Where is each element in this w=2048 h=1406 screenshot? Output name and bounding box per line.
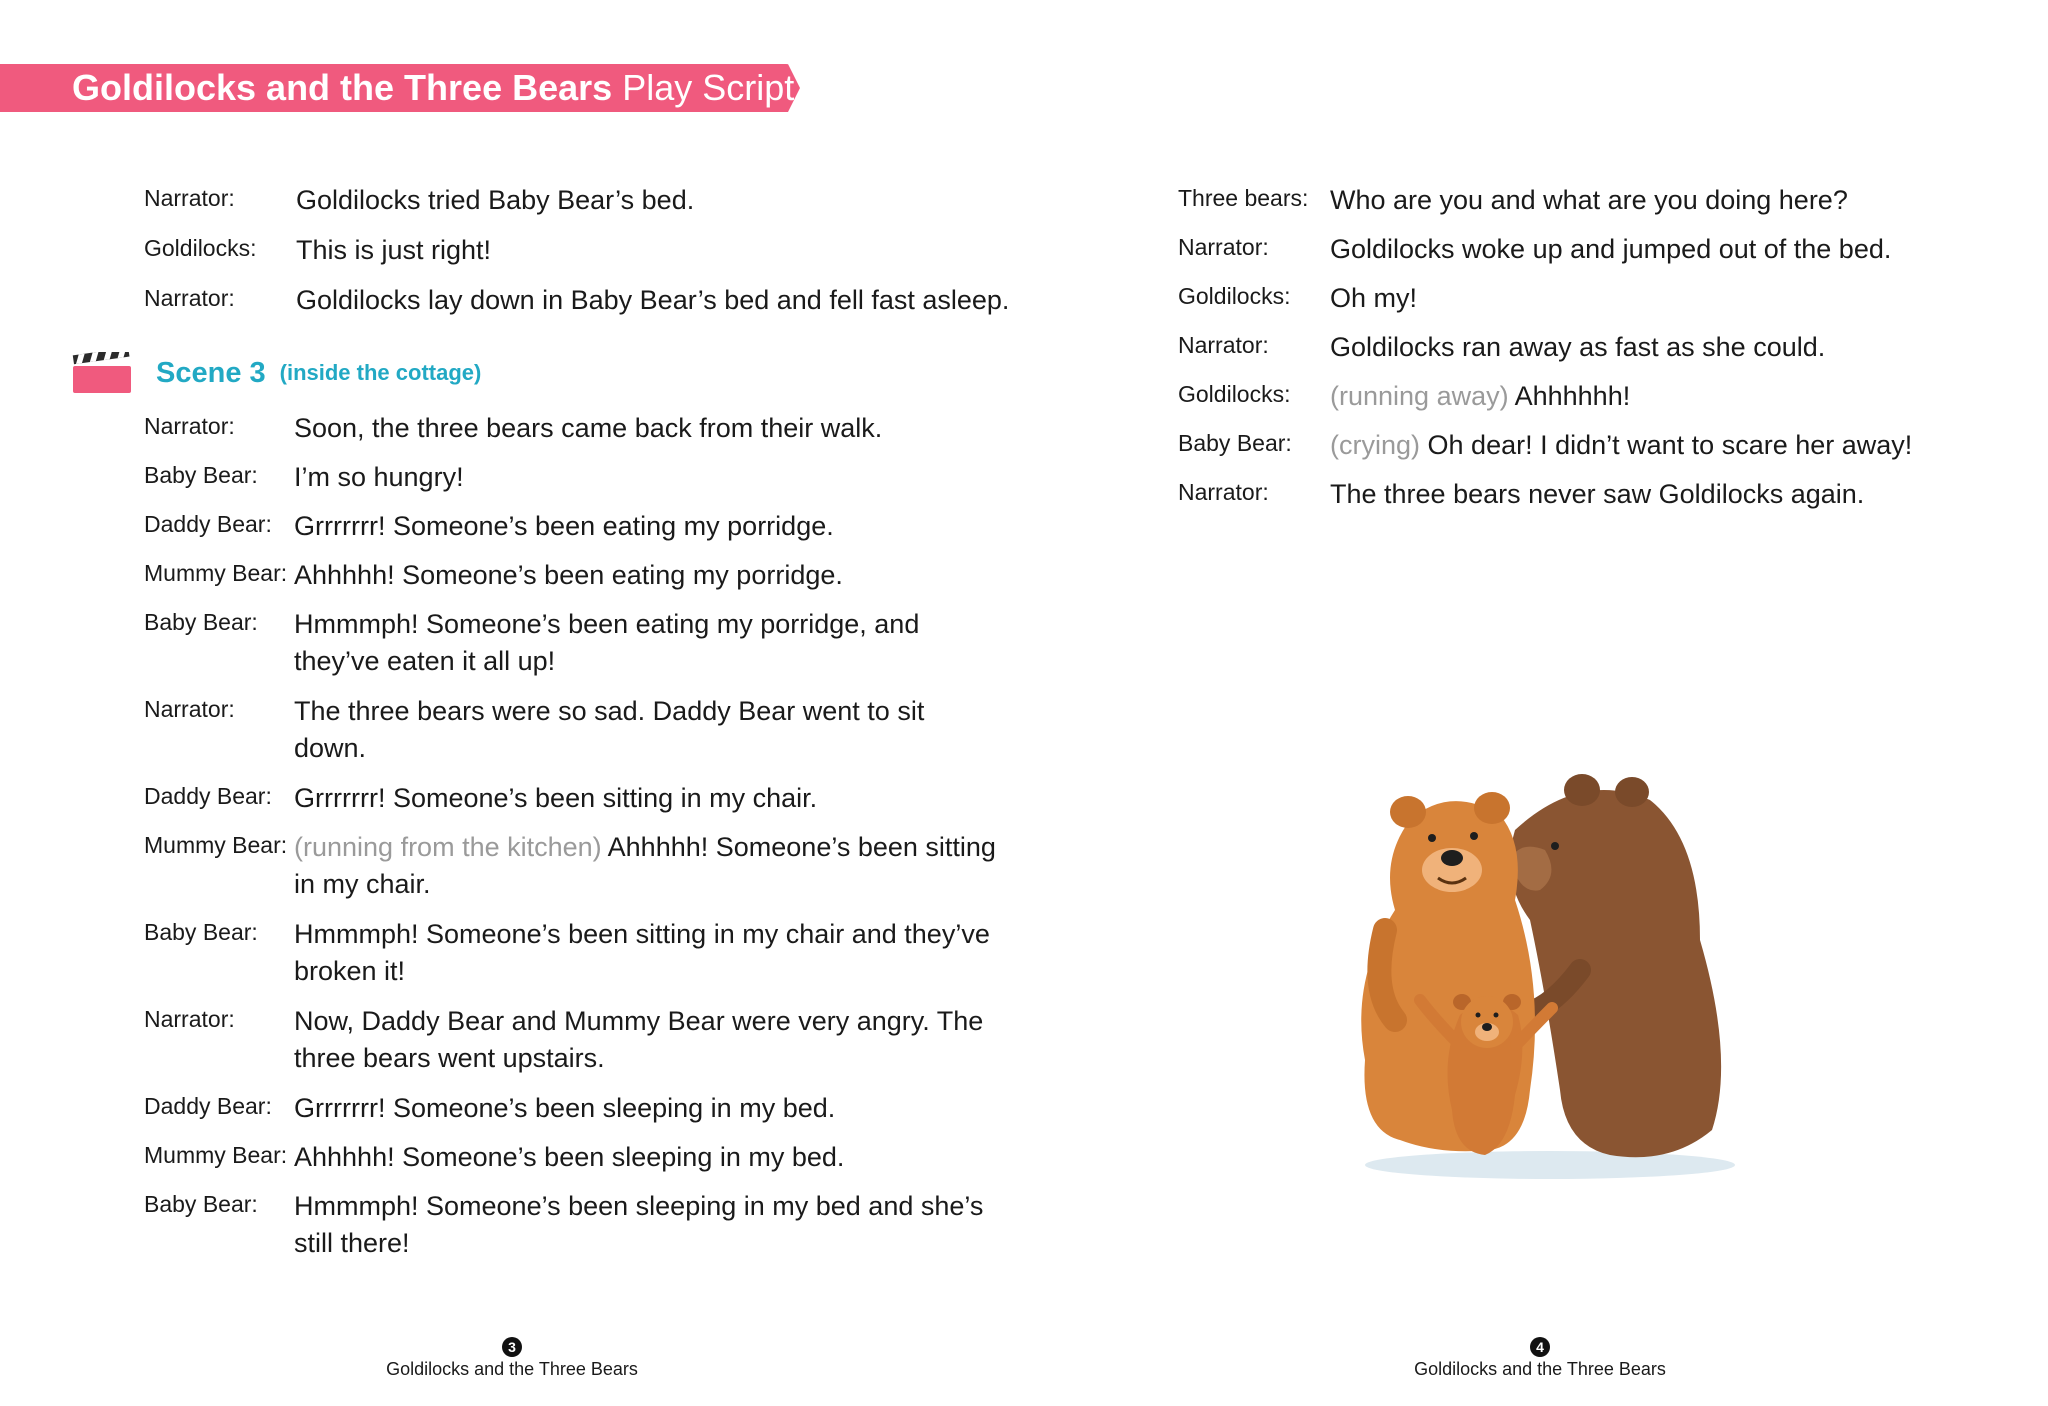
page-number: 3 (502, 1337, 522, 1357)
speaker-label: Goldilocks: (1178, 381, 1291, 407)
speaker-label: Narrator: (1178, 234, 1269, 260)
dialogue-text: three bears went upstairs. (294, 1043, 605, 1073)
speaker-label: Daddy Bear: (144, 783, 272, 809)
speaker-label: Daddy Bear: (144, 511, 272, 537)
footer-left (312, 1336, 712, 1380)
dialogue-text: Goldilocks lay down in Baby Bear’s bed and fell fast asleep. (296, 285, 1010, 315)
dialogue-text-part: Ahhhhhh! (1514, 381, 1631, 411)
speaker-label: Daddy Bear: (144, 1093, 272, 1119)
dialogue-row (144, 1139, 1004, 1188)
scene-title: Scene 3 (156, 356, 266, 389)
speaker-label: Baby Bear: (144, 609, 258, 635)
dialogue-row (144, 606, 1004, 693)
speaker-label: Mummy Bear: (144, 560, 288, 586)
dialogue-text-part: Oh dear! I didn’t want to scare her away! (1427, 430, 1913, 460)
speaker-label: Mummy Bear: (144, 1142, 288, 1168)
dialogue-text: broken it! (294, 956, 406, 986)
right-dialogue (1178, 182, 1998, 525)
speaker-label: Narrator: (1178, 479, 1269, 505)
dialogue-row (1178, 231, 1998, 280)
speaker-label: Goldilocks: (1178, 283, 1291, 309)
dialogue-row (1178, 182, 1998, 231)
dialogue-row (144, 182, 1024, 232)
dialogue-text: Hmmmph! Someone’s been sitting in my chair and they’ve (294, 919, 990, 949)
dialogue-text: Ahhhhh! Someone’s been eating my porridge. (294, 560, 843, 590)
dialogue-text (1330, 427, 1912, 476)
footer-right (1340, 1336, 1740, 1380)
stage-direction: (crying) (1330, 430, 1421, 460)
dialogue-text: Oh my! (1330, 283, 1418, 313)
speaker-label: Baby Bear: (144, 462, 258, 488)
dialogue-text (1330, 378, 1630, 427)
speaker-label: Goldilocks: (144, 235, 257, 261)
clapperboard-icon (72, 352, 132, 394)
dialogue-row (1178, 280, 1998, 329)
dialogue-text: Grrrrrrr! Someone’s been sitting in my chair. (294, 783, 818, 813)
dialogue-row (144, 1188, 1004, 1275)
dialogue-row (144, 829, 1004, 916)
dialogue-row (144, 1090, 1004, 1139)
speaker-label: Three bears: (1178, 185, 1309, 211)
dialogue-row (144, 1003, 1004, 1090)
dialogue-text: Ahhhhh! Someone’s been sleeping in my bed. (294, 1142, 845, 1172)
three-bears-illustration (1340, 760, 1760, 1190)
scene-heading (72, 352, 481, 394)
dialogue-row (144, 557, 1004, 606)
dialogue-row (144, 410, 1004, 459)
speaker-label: Baby Bear: (144, 919, 258, 945)
title-bold: Goldilocks and the Three Bears (72, 67, 613, 108)
speaker-label: Narrator: (144, 696, 235, 722)
dialogue-row (144, 693, 1004, 780)
dialogue-text: in my chair. (294, 869, 431, 899)
dialogue-text: Hmmmph! Someone’s been sleeping in my bed and she’s (294, 1191, 984, 1221)
dialogue-text-part: Ahhhhh! Someone’s been sitting (607, 832, 996, 862)
stage-direction: (running from the kitchen) (294, 832, 602, 862)
dialogue-text (294, 829, 996, 866)
dialogue-row (1178, 427, 1998, 476)
dialogue-text: Soon, the three bears came back from their walk. (294, 413, 883, 443)
scene-dialogue (144, 410, 1004, 1275)
dialogue-text: Who are you and what are you doing here? (1330, 185, 1848, 215)
speaker-label: Baby Bear: (1178, 430, 1292, 456)
footer-title: Goldilocks and the Three Bears (1414, 1359, 1666, 1379)
dialogue-text: Goldilocks tried Baby Bear’s bed. (296, 185, 695, 215)
page-title (72, 64, 794, 112)
dialogue-text: they’ve eaten it all up! (294, 646, 556, 676)
dialogue-text: Now, Daddy Bear and Mummy Bear were very angry. The (294, 1006, 984, 1036)
speaker-label: Narrator: (144, 285, 235, 311)
dialogue-text: Grrrrrrr! Someone’s been sleeping in my bed. (294, 1093, 836, 1123)
dialogue-row (1178, 476, 1998, 525)
dialogue-text: I’m so hungry! (294, 462, 464, 492)
stage-direction: (running away) (1330, 381, 1509, 411)
dialogue-row (1178, 329, 1998, 378)
dialogue-text: The three bears were so sad. Daddy Bear went to sit (294, 696, 925, 726)
dialogue-row (144, 282, 1024, 332)
title-light: Play Script (622, 67, 795, 108)
dialogue-text: Goldilocks ran away as fast as she could. (1330, 332, 1826, 362)
dialogue-text: The three bears never saw Goldilocks again. (1330, 479, 1865, 509)
speaker-label: Narrator: (1178, 332, 1269, 358)
dialogue-row (144, 508, 1004, 557)
left-top-dialogue (144, 182, 1024, 332)
speaker-label: Baby Bear: (144, 1191, 258, 1217)
dialogue-text: This is just right! (296, 235, 492, 265)
dialogue-row (144, 916, 1004, 1003)
dialogue-row (144, 780, 1004, 829)
dialogue-text: still there! (294, 1228, 410, 1258)
speaker-label: Narrator: (144, 1006, 235, 1032)
speaker-label: Narrator: (144, 413, 235, 439)
dialogue-row (1178, 378, 1998, 427)
dialogue-text: Goldilocks woke up and jumped out of the bed. (1330, 234, 1892, 264)
dialogue-text: down. (294, 733, 367, 763)
dialogue-row (144, 459, 1004, 508)
speaker-label: Narrator: (144, 185, 235, 211)
dialogue-row (144, 232, 1024, 282)
dialogue-text: Grrrrrrr! Someone’s been eating my porridge. (294, 511, 834, 541)
footer-title: Goldilocks and the Three Bears (386, 1359, 638, 1379)
dialogue-text: Hmmmph! Someone’s been eating my porridge, and (294, 609, 920, 639)
scene-subtitle: (inside the cottage) (279, 360, 482, 385)
page-number: 4 (1530, 1337, 1550, 1357)
speaker-label: Mummy Bear: (144, 832, 288, 858)
